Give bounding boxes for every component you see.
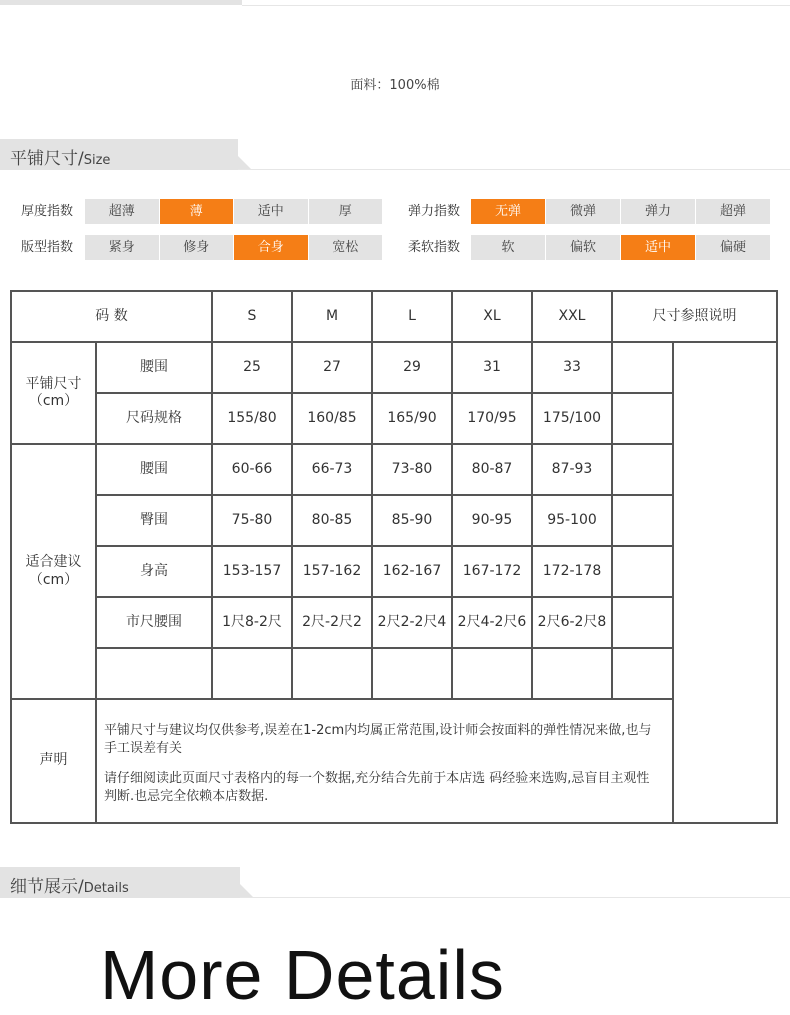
size-value: 60-66 (231, 460, 273, 477)
size-value: 80-87 (471, 460, 513, 477)
size-value: 165/90 (387, 409, 437, 426)
size-section-title (10, 144, 110, 169)
size-value: 85-90 (391, 511, 433, 528)
attribute-option: 紧身 (85, 235, 159, 260)
size-value: 90-95 (471, 511, 513, 528)
attribute-label: 柔软指数 (408, 240, 461, 255)
size-value (373, 649, 451, 698)
size-value: 2尺2-2尺4 (377, 613, 447, 630)
header-size: XXL (558, 307, 586, 324)
section-title-en: Size (83, 153, 111, 168)
table-grid-line (611, 290, 613, 700)
attribute-label: 弹力指数 (408, 204, 461, 219)
attribute-option: 弹力 (621, 199, 695, 224)
size-value: 75-80 (231, 511, 273, 528)
row-label (97, 649, 211, 698)
size-section-header (0, 139, 790, 170)
section-title-cn: 平铺尺寸/ (10, 149, 84, 169)
row-label: 身高 (140, 562, 168, 579)
size-value: 27 (323, 358, 341, 375)
more-details-banner: More Details (100, 936, 505, 1014)
attribute-option: 薄 (160, 199, 234, 224)
size-value: 157-162 (302, 562, 362, 579)
statement-label: 声明 (39, 752, 68, 769)
attribute-option: 合身 (234, 235, 308, 260)
row-label: 市尺腰围 (126, 613, 182, 630)
section-divider (238, 169, 790, 170)
attribute-label: 版型指数 (21, 240, 74, 255)
size-value (213, 649, 291, 698)
attribute-option: 厚 (309, 199, 383, 224)
row-label: 腰围 (140, 358, 168, 375)
size-value: 167-172 (462, 562, 522, 579)
attribute-option: 适中 (234, 199, 308, 224)
header-size: M (325, 307, 339, 324)
attribute-option: 偏软 (546, 235, 620, 260)
attribute-label: 厚度指数 (21, 204, 74, 219)
size-value: 80-85 (311, 511, 353, 528)
attribute-option: 偏硬 (696, 235, 770, 260)
size-value (533, 649, 611, 698)
header-size: L (408, 307, 416, 324)
fit-group-label: 适合建议 （cm） (25, 554, 82, 588)
details-section-header (0, 867, 790, 898)
size-value: 160/85 (307, 409, 357, 426)
size-value: 155/80 (227, 409, 277, 426)
flat-group-label: 平铺尺寸 （cm） (25, 375, 82, 409)
size-value: 87-93 (551, 460, 593, 477)
size-value (293, 649, 371, 698)
size-value: 2尺4-2尺6 (457, 613, 527, 630)
statement-paragraph: 请仔细阅读此页面尺寸表格内的每一个数据,充分结合先前于本店选 码经验来选购,忌盲目主观性判断.也忌完全依赖本店数据. (104, 771, 650, 804)
size-value: 29 (403, 358, 421, 375)
row-label: 臀围 (140, 511, 168, 528)
attribute-option: 超弹 (696, 199, 770, 224)
attribute-option: 软 (471, 235, 545, 260)
size-value: 1尺8-2尺 (222, 613, 282, 630)
attribute-option: 宽松 (309, 235, 383, 260)
size-value: 25 (243, 358, 261, 375)
size-value: 95-100 (547, 511, 597, 528)
table-grid-line (672, 341, 674, 824)
size-value: 2尺6-2尺8 (537, 613, 607, 630)
row-label: 尺码规格 (126, 409, 182, 426)
section-title-en: Details (83, 881, 129, 896)
size-value: 175/100 (542, 409, 602, 426)
row-label: 腰围 (140, 460, 168, 477)
table-grid-line (10, 698, 674, 700)
attribute-option: 无弹 (471, 199, 545, 224)
header-code: 码 数 (95, 307, 128, 324)
size-value: 153-157 (222, 562, 282, 579)
header-notes: 尺寸参照说明 (652, 307, 737, 324)
section-divider (240, 897, 790, 898)
size-value: 172-178 (542, 562, 602, 579)
header-size: XL (483, 307, 501, 324)
table-grid-line (10, 822, 778, 824)
header-size: S (247, 307, 257, 324)
fabric-info: 面料：100%棉 (350, 78, 440, 93)
top-divider (242, 5, 790, 6)
attribute-option: 超薄 (85, 199, 159, 224)
attribute-option: 适中 (621, 235, 695, 260)
size-value: 162-167 (382, 562, 442, 579)
attribute-option: 微弹 (546, 199, 620, 224)
section-title-cn: 细节展示/ (10, 877, 84, 897)
size-value: 170/95 (467, 409, 517, 426)
size-value: 31 (483, 358, 501, 375)
statement-text (104, 722, 660, 806)
size-value: 66-73 (311, 460, 353, 477)
top-tab-decoration (0, 0, 242, 5)
statement-paragraph: 平铺尺寸与建议均仅供参考,误差在1-2cm内均属正常范围,设计师会按面料的弹性情况来做,也与手工误差有关 (104, 723, 652, 756)
size-value (453, 649, 531, 698)
attribute-option: 修身 (160, 235, 234, 260)
size-value: 33 (563, 358, 581, 375)
table-grid-line (776, 290, 778, 824)
size-value: 73-80 (391, 460, 433, 477)
details-section-title (10, 872, 129, 897)
size-value: 2尺-2尺2 (302, 613, 362, 630)
